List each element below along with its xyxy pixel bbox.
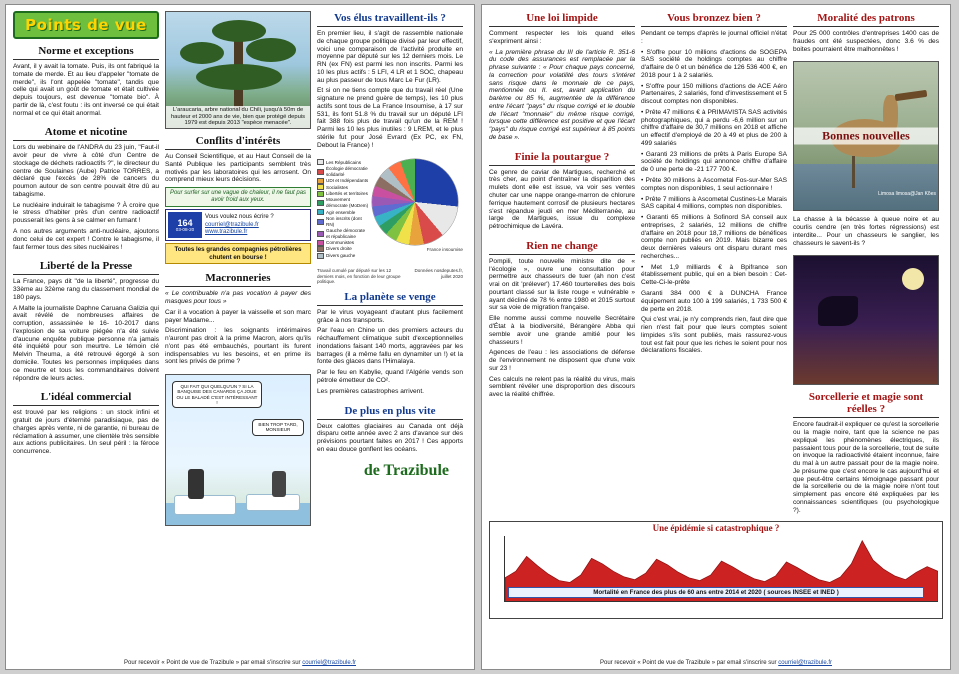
tree-foliage: [196, 64, 282, 90]
article-title: Finie la poutargue ?: [514, 150, 610, 163]
divider: [317, 419, 463, 420]
legend-swatch: [317, 240, 324, 246]
photo-banner-bonnes-nouvelles: Bonnes nouvelles: [794, 128, 938, 145]
article-paragraph: Et si on ne tiens compte que du travail réel (Une signature ne prend guère de temps), les 10 plus actifs sont tous de La France Insoumise, à 17 sur 531, ils font 51.8 % du travail sur un député LFI fait 388 fois plus de travail qu'un de la REM ! Parmi les 10 les plus inutiles : 9 LREM, et le plus stérile fut pour José Evrard (Ex PC, ex FN, Debout la France) !: [317, 87, 463, 149]
article-title: Vos élus travaillent-ils ?: [334, 12, 446, 24]
left-column-b: [165, 11, 311, 526]
legend-swatch: [317, 231, 324, 237]
divider: [13, 59, 159, 60]
legend-label: Les Républicains: [326, 159, 361, 165]
legend-swatch: [317, 200, 324, 206]
page-right: [481, 4, 951, 670]
issue-number-badge: [168, 212, 202, 238]
article-paragraph: Ces calculs ne relent pas la réalité du virus, mais semblent révéler une disproportion des discours avec la réalité chiffrée.: [489, 375, 635, 399]
article-atome-et-nicotine: [13, 125, 159, 254]
article-conflits-d-interets: [165, 134, 311, 266]
sorcery-illustration: [793, 255, 939, 385]
divider: [317, 305, 463, 306]
photo-credit: Limosa limosa@Jan Kȍes: [878, 191, 936, 198]
divider: [13, 405, 159, 406]
article-paragraph: • Met 1,9 milliards € à Bpifrance son établissement public, qui en a bien besoin : Cet-Cette-Ci-le-prête: [641, 263, 787, 287]
article-paragraph: La chasse à la bécasse à queue noire et au courlis cendre (en très fortes régressions) est interdite... Pour un chasseurs le sanglier, les chasseurs le savent-ils ?: [793, 216, 939, 247]
article-title: Rien ne change: [526, 239, 598, 252]
legend-item: [317, 159, 369, 165]
cartoon-speech-bubble: QUI FAIT QUI QUELQU'UN ? SI LA BANQUISE DES CANARDS ÇA JOUE OU LE BALADÉ C'EST INTÉRESSANT !: [172, 381, 262, 408]
contact-website[interactable]: www.trazibule.fr: [205, 229, 248, 236]
article-paragraph: Elle nomme aussi comme nouvelle Secrétaire d'État à la biodiversité, Bérangère Abba qui semble avoir une grande amitié pour les chasseurs !: [489, 315, 635, 346]
article-paragraph: Car il a vocation à payer la vaisselle et son marc payer Madame...: [165, 308, 311, 324]
cartoon-figure: [272, 471, 286, 497]
article-title: Sorcellerie et magie sont réelles ?: [808, 391, 924, 416]
legend-item: [317, 228, 369, 239]
legend-item: [317, 253, 369, 259]
article-liberte-de-la-presse: [13, 259, 159, 385]
article-sorcellerie-et-magie: [793, 390, 939, 517]
article-paragraph: Par le feu en Kabylie, quand l'Algérie vends son pétrole émetteur de CO².: [317, 369, 463, 384]
article-norme-et-exceptions: [13, 44, 159, 120]
footer-text: Pour recevoir « Point de vue de Trazibule » par email s'inscrire sur: [599, 660, 777, 666]
article-title: De plus en plus vite: [344, 404, 436, 417]
legend-swatch: [317, 159, 324, 165]
footer-email-link[interactable]: courriel@trazibule.fr: [778, 660, 832, 666]
cartoon-ice-floe: [174, 495, 236, 515]
legend-item: [317, 166, 369, 177]
right-column-b: [641, 11, 787, 358]
article-la-planete-se-venge: [317, 290, 463, 399]
footer-left: [6, 660, 474, 666]
cartoon-figure: [188, 469, 204, 499]
article-paragraph: Garanti 384 000 € à DUNCHA France équipement auto 100 à 199 salariés, 1 733 500 € de perte en 2018.: [641, 289, 787, 313]
article-paragraph: A Malte la journaliste Daphne Caruana Galizia qui avait révélé de nombreuses affaires de corruption, assassinée le 16- 10-2017 dans l'explosion de sa voiture piégée n'a été suivie d'aucune enquête publique personne n'a jamais été inquiété pour son meurtre. Le témoin clé Melvin Theuma, a été retrouvé égorgé à son domicile. Toutes les personnes impliquées dans ce meurtre et tous les commanditaires doivent répondre de leurs actes.: [13, 304, 159, 382]
left-columns: [13, 11, 467, 526]
article-title: Liberté de la Presse: [39, 260, 133, 273]
article-ideal-commercial: [13, 390, 159, 459]
article-de-plus-en-plus-vite: [317, 404, 463, 457]
legend-item: [317, 178, 369, 184]
article-paragraph: • Garanti 23 millions de prêts à Paris Europe SA société de holdings qui annonce chiffre d'affaire de 0 une perte de -21 177 700 €.: [641, 150, 787, 174]
bird-beak: [894, 90, 926, 102]
right-column-a: [489, 11, 635, 402]
pull-quote-green: Pour surfer sur une vague de chaleur, il ne faut pas avoir froid aux yeux.: [165, 187, 311, 207]
cartoon-illustration: [165, 374, 311, 526]
article-moralite-des-patrons: [793, 11, 939, 56]
article-paragraph: « Le contribuable n'a pas vocation à payer des masques pour tous »: [165, 290, 311, 306]
footer-text: Pour recevoir « Point de vue de Trazibule » par email s'inscrire sur: [123, 660, 301, 666]
article-paragraph: Encore faudrait-il expliquer ce qu'est la sorcellerie ou la magie noire, tant que la science ne pas expliqué les phénomènes électriques, ils passaient tous pour de la sorcellerie, tout de suite on invoque la radioactivité étaient inconnue, faire du mal à un autre passait pour de la magie noire. Je présume que c'est encore le cas aujourd'hui et que peut-être certains témoignage passant pour de la sorcellerie ou de la magie noire n'ont tout simplement pas encore été expliquées par les connaissances scientifiques (ou psychologique ?).: [793, 421, 939, 514]
legend-label: Non inscrits (dont RN): [326, 215, 362, 227]
divider: [489, 165, 635, 166]
chart-caption: Mortalité en France des plus de 60 ans entre 2014 et 2020 ( sources INSEE et INED ): [508, 587, 924, 598]
tree-foliage: [180, 42, 224, 64]
article-paragraph: Pour 25 000 contrôles d'entreprises 1400 cas de fraudes ont été suspectées, donc 3.6 % des boites pourraient être malhonnêtes !: [793, 30, 939, 53]
legend-swatch: [317, 169, 324, 175]
divider: [165, 149, 311, 150]
legend-label: Socialistes: [326, 184, 348, 190]
left-column-a: [13, 11, 159, 459]
moon-icon: [902, 268, 924, 290]
pie-chart: [372, 159, 458, 245]
godwit-photo: [793, 61, 939, 211]
legend-item: [317, 246, 369, 252]
publication-bottom-title: de Trazibule: [363, 461, 449, 479]
masthead: [13, 11, 159, 39]
contact-line-1: Vous voulez nous écrire ?: [205, 214, 274, 221]
article-paragraph: • Garanti 65 millions à Sofinord SA conseil aux entreprises, 2 salariés, 12 millions de chiffre d'affaire en 2018 pour 18,7 millions de bénéfices compte non publiés en 2019. Mais bizarre ces deux dernières valeurs ont disparu durant mes recherches...: [641, 214, 787, 260]
tree-foliage: [246, 38, 296, 62]
article-paragraph: • Prête 7 millions à Ascometal Custines-Le Marais SAS capital 4 millions, comptes non disponibles.: [641, 195, 787, 211]
legend-label: Écologie démocratie solidarité: [326, 165, 368, 177]
divider: [793, 417, 939, 418]
article-paragraph: Agences de l'eau : les associations de défense de l'environnement ne disposent que d'une voix sur 23 !: [489, 349, 635, 372]
footer-right: [482, 660, 950, 666]
tree-foliage: [212, 20, 266, 42]
article-paragraph: La France, pays dit "de la liberté", progresse du 33ème au 32ème rang du classement mondial de 180 pays.: [13, 278, 159, 301]
article-paragraph: Les premières catastrophes arrivent.: [317, 387, 425, 395]
issue-number: 164: [177, 217, 193, 228]
article-paragraph: A nos autres arguments anti-nucléaire, ajoutons donc celui de cet expert ! Contre le tabagisme, il faut fermer tous des sites nucléaires !: [13, 228, 159, 251]
legend-swatch: [317, 178, 324, 184]
issue-date: 03-08-20: [175, 226, 195, 232]
article-title: Moralité des patrons: [817, 12, 915, 24]
pie-slice-label: France insoumise: [426, 247, 463, 253]
article-paragraph: Deux calottes glaciaires au Canada ont déjà disparu cette année avec 2 ans d'avance sur des prévisions pourtant faites en 2017 ! Ces apports en eau douce gonflent les océans.: [317, 422, 463, 453]
legend-label: Agir ensemble: [326, 209, 356, 215]
legend-item: [317, 184, 369, 190]
article-paragraph: Discrimination : les soignants intérimaires n'auront pas droit à la prime Macron, alors qu'ils n'ont pas été embauchés, pourtant ils furent indispensables vu les besoins, et en prime ils sont les privés de prime ?: [165, 327, 311, 366]
article-paragraph: Lors du webinaire de l'ANDRA du 23 juin, "Faut-il avoir peur de vivre à côté d'un Centre de stockage de déchets radioactifs ?", le directeur du centre de Soulaines (Aube) Patrice TORRES, a déclaré que l'excès de 28% de cancers du poumon autour de son centre pouvait être dû au tabagisme.: [13, 144, 159, 198]
legend-swatch: [317, 191, 324, 197]
bird-legs: [852, 156, 855, 189]
article-vous-bronzez-bien: [641, 11, 787, 358]
article-paragraph: • S'offre pour 10 millions d'actions de SOGEPA SAS société de holdings comptes au chiffre d'affaire de 0 et un bénéfice de 126 536 400 €, en 2018 pour 1 à 2 salariés.: [641, 48, 787, 79]
article-title: La planète se venge: [344, 290, 436, 303]
article-paragraph: • Prête 47 millions € à PRIMAVISTA SAS activités photographiques, qui a perdu -6,6 million sur un chiffre d'affaire de 30,7 millions en 2018 et affiche un effectif d'employé de 20 à 49 et plus de 200 à 499 salariés: [641, 108, 787, 147]
legend-swatch: [317, 184, 324, 190]
article-macronneries: [165, 271, 311, 369]
left-column-c: [317, 11, 463, 480]
article-paragraph: Pompili, toute nouvelle ministre dite de « l'écologie », ouvre une consultation pour permettre aux chasseurs de tuer (ah non c'est vrai on dit 'prélever') 17.460 tourterelles des bois pourtant classé sur la liste rouge « vulnérable » ayant décliné de 78 % entre 1980 et 2015 surtout sur sa voie de migration française.: [489, 257, 635, 312]
article-paragraph: Par le virus voyageant d'autant plus facilement grâce à nos transports.: [317, 308, 463, 324]
legend-item: [317, 197, 369, 208]
photo-caption: L'araucaria, arbre national du Chili, jusqu'à 50m de hauteur et 2000 ans de vie, bien que protégé depuis 1979 est depuis 2013 "espèce menacée".: [166, 106, 310, 128]
legend-label: Libertés et territoires: [326, 191, 368, 197]
legend-item: [317, 191, 369, 197]
article-rien-ne-change: [489, 239, 635, 402]
pie-chart-block: [317, 159, 463, 259]
divider: [489, 254, 635, 255]
article-paragraph: Avant, il y avait la tomate. Puis, ils ont fabriqué la tomate de merde. Et au lieu d'appeler "tomate de merde", ils l'ont appelée "tomate", tandis que celle qui avait un goût de tomate et était cultivée depuis toujours, est devenue "tomate bio". À partir de là, c'est foutu : ils ont inversé ce qui était normal et ce qui était anormal.: [13, 63, 159, 117]
article-title: Conflits d'intérêts: [195, 135, 281, 147]
pie-chart-legend: [317, 159, 369, 259]
divider: [641, 26, 787, 27]
araucaria-photo: [165, 11, 311, 129]
article-finie-la-poutargue: [489, 150, 635, 234]
chart-note-left: Travail cumulé par député sur les 12 derniers mois, en fonction de leur groupe politique.: [317, 268, 401, 285]
article-paragraph: • S'offre pour 150 millions d'actions de ACE Aéro Partenaires, 2 salariés, fond d'investissement et 5 discout comptes non disponibles.: [641, 82, 787, 106]
legend-swatch: [317, 246, 324, 252]
legend-swatch: [317, 219, 324, 225]
footer-email-link[interactable]: courriel@trazibule.fr: [302, 660, 356, 666]
chart-note-source: Données nosdeputes.fr, juillet 2020: [414, 268, 463, 279]
article-paragraph: Par l'eau en Chine un des premiers acteurs du réchauffement climatique subit d'exceptionnelles inondations faisant 140 morts, aggravées par les barrages (il a même fallu en dynamiter un !) et la fonte des glaces dans l'Himalaya.: [317, 327, 463, 366]
article-paragraph: • Prête 30 millions à Ascometal Fos-sur-Mer SAS comptes non disponibles, 1 seul actionnaire !: [641, 177, 787, 192]
chart-title: Une épidémie si catastrophique ?: [652, 522, 780, 533]
article-paragraph: Pendant ce temps d'après le journal officiel n'état :: [641, 30, 787, 45]
masthead-title: Points de vue: [25, 16, 147, 34]
article-title: L'idéal commercial: [40, 391, 132, 404]
article-paragraph: En premier lieu, il s'agit de rassemble nationale de chaque groupe politique divisé par leur effectif, voici une comparaison de l'activité produite en moyenne par député sur les 12 derniers mois. Le RN (ex FN) est parmi les non inscrits. Parmi les 10 les plus actifs : 5 LFI, 4 LR et 1 SOC, chapeau au plus passeur de tous Marc Le Fur (LR).: [317, 30, 463, 84]
article-une-loi-limpide: [489, 11, 635, 145]
divider: [793, 26, 939, 27]
article-title: Une loi limpide: [526, 12, 598, 24]
legend-label: Divers droite: [326, 246, 352, 252]
article-title: Macronneries: [205, 272, 271, 285]
page-left: [5, 4, 475, 670]
article-title: Vous bronzez bien ?: [667, 12, 761, 24]
epidemic-chart: [489, 521, 943, 619]
contact-block: [205, 214, 274, 237]
legend-item: [317, 209, 369, 215]
right-columns: [489, 11, 943, 518]
witch-silhouette: [818, 296, 858, 326]
cartoon-speech-bubble: BIEN TROP TARD, MONSIEUR: [252, 419, 304, 436]
legend-item: [317, 240, 369, 246]
article-bonnes-nouvelles-text: [793, 216, 939, 250]
legend-swatch: [317, 253, 324, 259]
article-paragraph: Comment respecter les lois quand elles s'expriment ainsi :: [489, 30, 635, 45]
legend-label: Communistes: [326, 239, 355, 245]
article-paragraph: Ce genre de caviar de Martigues, recherché et très cher, au point d'entraîner la disparition des mulets dont elle est issue, va voir ses ventes chuter car une nappe orange-marron de chlorure ferrique hautement corrosif de plusieurs hectares s'est répandue jeudi en mer Méditerranée, au large de Martigues, issue du complexe pétrochimique de Lavéra.: [489, 168, 635, 231]
article-paragraph: « La première phrase du III de l'article R. 351-6 du code des assurances est remplacée par la phrase suivante : « Pour chaque pays concerné, la correction pour volatilité des tours s'intéret sans risque dans le monnaie de ce pays, mentionnée ou II. est, avant application du barème ou 85 %, augmentée de la différence entre l'écart "pays" du risque corrigé et le double de l'écart "monnaie" du même risque corrigé, lorsque cette différence est positive et que l'écart "pays" du risque corrigé est supérieur à 85 points de base ».: [489, 48, 635, 141]
right-column-c: [793, 11, 939, 518]
divider: [317, 26, 463, 27]
highlight-box-yellow: Toutes les grandes compagnies pétrolières chutent en bourse !: [165, 243, 311, 264]
article-paragraph: Le nucléaire induirait le tabagisme ? À croire que le stress d'habiter près d'un centre radioactif pousserait les gens à se calmer en fumant !: [13, 201, 159, 225]
divider: [13, 140, 159, 141]
legend-label: Divers gauche: [326, 252, 356, 258]
article-title: Atome et nicotine: [44, 126, 128, 139]
legend-label: Mouvement démocrate (MoDem): [326, 197, 369, 209]
legend-swatch: [317, 209, 324, 215]
divider: [489, 26, 635, 27]
issue-logo-box: [165, 209, 311, 241]
divider: [13, 274, 159, 275]
contact-email[interactable]: courriel@trazibule.fr: [205, 221, 259, 228]
article-paragraph: Au Conseil Scientifique, et au Haut Conseil de la Santé Publique les participants semblent très motivés par les laboratoires qui les arrosent. On comprend mieux leurs décisions.: [165, 153, 311, 184]
article-title: Norme et exceptions: [38, 45, 134, 57]
legend-label: Gauche démocrate et républicaine: [326, 227, 366, 239]
article-vos-elus-travaillent-ils: [317, 11, 463, 152]
article-paragraph: Qui c'est vrai, je n'y comprends rien, faut dire que rien n'est fait pour que leurs comptes soient limpides s'ils sont publiés, mais rassurez-vous tout est fait pour que les riches le soient pour nos déclarations fiscales.: [641, 316, 787, 355]
legend-label: UDI et Indépendants: [326, 178, 369, 184]
photo-water: [794, 164, 938, 210]
divider: [165, 286, 311, 287]
legend-item: [317, 216, 369, 227]
article-paragraph: est trouvé par les religions : un stock infini et gratuit de jours d'éternité paradisiaque, pas de charges après vente, ni de garantie, ni bureau de réclamation à assumer, une clientèle très sensible aux actions publicitaires. Un seul péril : la féroce concurrence.: [13, 409, 159, 456]
